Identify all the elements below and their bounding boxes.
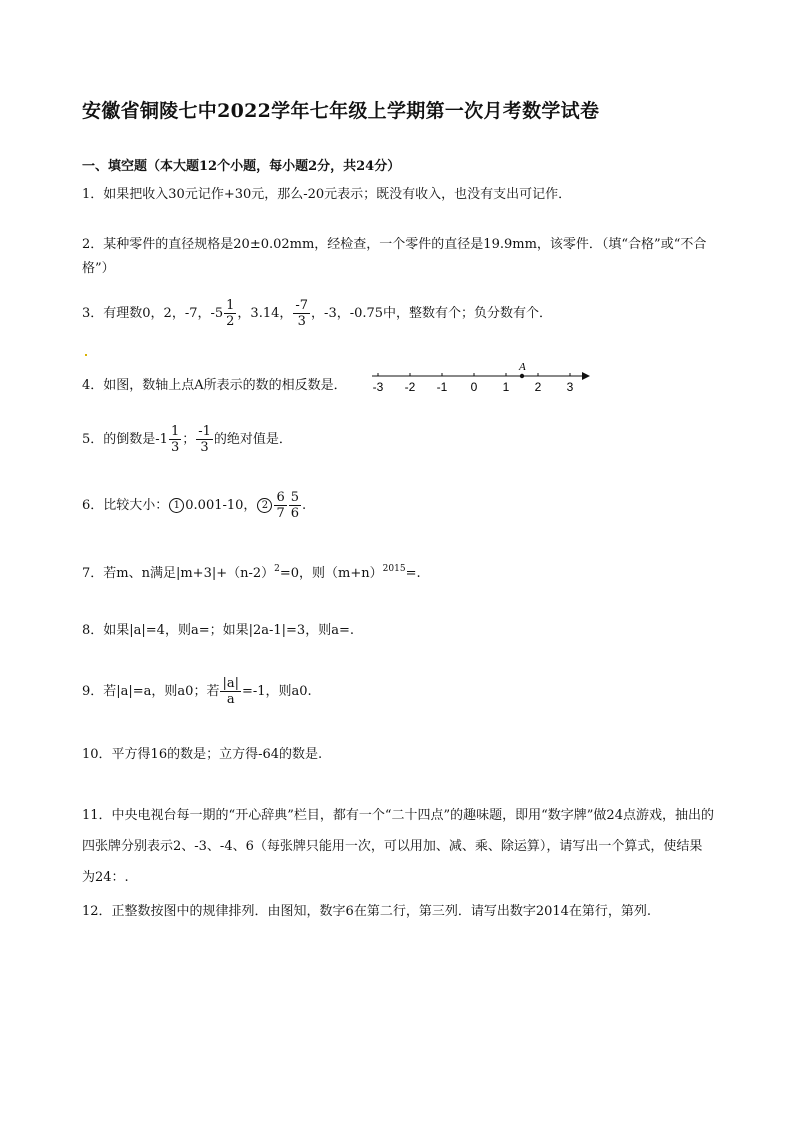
number-line-tick-label: -1 — [436, 380, 448, 394]
q3-denominator: 3 — [297, 314, 306, 329]
question-8: 8．如果|a|=4，则a=；如果|2a-1|=3，则a=. — [82, 623, 354, 638]
question-7 — [82, 560, 421, 583]
q5-text-after: 的绝对值是． — [213, 432, 292, 447]
q5-text-mid: ； — [182, 432, 196, 447]
q3-mixed-denominator: 2 — [226, 314, 235, 329]
q6-fraction-1 — [274, 490, 286, 521]
q6-fraction-2 — [289, 490, 301, 521]
q6-text-before: 6．比较大小： — [82, 498, 169, 513]
q5-fraction — [196, 424, 213, 455]
q5-denominator: 3 — [200, 440, 209, 455]
q6-f1-denominator: 7 — [276, 506, 285, 521]
q9-fraction — [220, 676, 241, 707]
question-5 — [82, 424, 292, 455]
question-2: 2．某种零件的直径规格是20±0.02mm，经检查，一个零件的直径是19.9mm，该零件．（填“合格”或“不合格”） — [82, 237, 707, 276]
q3-text-after: ，-3，-0.75中，整数有个；负分数有个． — [311, 306, 553, 321]
q6-part1: 0.001-10， — [185, 498, 257, 513]
number-line-tick-label: 0 — [470, 380, 478, 394]
question-9 — [82, 676, 312, 707]
q3-mixed-numerator: 1 — [226, 298, 235, 313]
q3-text-before: 3．有理数0，2，-7，-5 — [82, 306, 224, 321]
page-title: 安徽省铜陵七中2022学年七年级上学期第一次月考数学试卷 — [82, 100, 600, 122]
q3-fraction — [293, 298, 310, 329]
q9-text-before: 9．若|a|=a，则a0；若 — [82, 684, 220, 699]
point-a-label: A — [519, 361, 526, 373]
q6-f1-numerator: 6 — [276, 490, 285, 505]
stray-mark — [85, 354, 87, 356]
question-12: 12．正整数按图中的规律排列．由图知，数字6在第二行，第三列．请写出数字2014在第行，第列. — [82, 904, 652, 919]
question-11: 11．中央电视台每一期的“开心辞典”栏目，都有一个“二十四点”的趣味题，即用“数字牌”做24点游戏，抽出的四张牌分别表示2、-3、-4、6（每张牌只能用一次，可以用加、减、乘、除运算），请写出一个算式，使结果为24：. — [82, 808, 714, 885]
question-10: 10．平方得16的数是；立方得-64的数是. — [82, 747, 323, 762]
q3-numerator: -7 — [295, 298, 309, 313]
question-4: 4．如图，数轴上点A所表示的数的相反数是． — [82, 378, 347, 393]
circled-number-1: 1 — [169, 498, 184, 513]
q9-numerator: |a| — [222, 676, 239, 691]
q7-exponent-2: 2015 — [382, 564, 406, 574]
section-heading: 一、填空题（本大题12个小题，每小题2分，共24分） — [82, 159, 401, 174]
q7-exponent-1: 2 — [274, 564, 280, 574]
q5-mixed-fraction — [169, 424, 181, 455]
q3-mixed-fraction — [224, 298, 236, 329]
point-a-dot — [520, 374, 524, 378]
q9-text-after: =-1，则a0. — [241, 684, 312, 699]
q6-f2-numerator: 5 — [290, 490, 299, 505]
q6-f2-denominator: 6 — [290, 506, 299, 521]
q5-numerator: -1 — [198, 424, 211, 439]
number-line-tick-label: -2 — [404, 380, 416, 394]
number-line — [370, 358, 590, 394]
number-line-arrow — [582, 372, 590, 380]
q5-mixed-denominator: 3 — [170, 440, 180, 455]
circled-number-2: 2 — [257, 498, 272, 513]
q5-mixed-numerator: 1 — [170, 424, 180, 439]
q9-denominator: a — [226, 692, 235, 707]
question-6 — [82, 490, 306, 521]
number-line-tick-label: -3 — [372, 380, 384, 394]
q7-text-after: =. — [405, 566, 421, 581]
number-line-tick-label: 2 — [534, 380, 542, 394]
number-line-tick-label: 3 — [566, 380, 574, 394]
q3-text-mid: ，3.14， — [237, 306, 293, 321]
q7-text-mid: =0，则（m+n） — [279, 566, 383, 581]
question-3 — [82, 298, 552, 329]
q5-text-before: 5．的倒数是-1 — [82, 432, 168, 447]
q7-text-before: 7．若m、n满足|m+3|+（n-2） — [82, 566, 275, 581]
number-line-tick-label: 1 — [502, 380, 510, 394]
q6-text-after: . — [302, 498, 307, 513]
question-1: 1．如果把收入30元记作+30元，那么-20元表示；既没有收入，也没有支出可记作． — [82, 187, 572, 202]
